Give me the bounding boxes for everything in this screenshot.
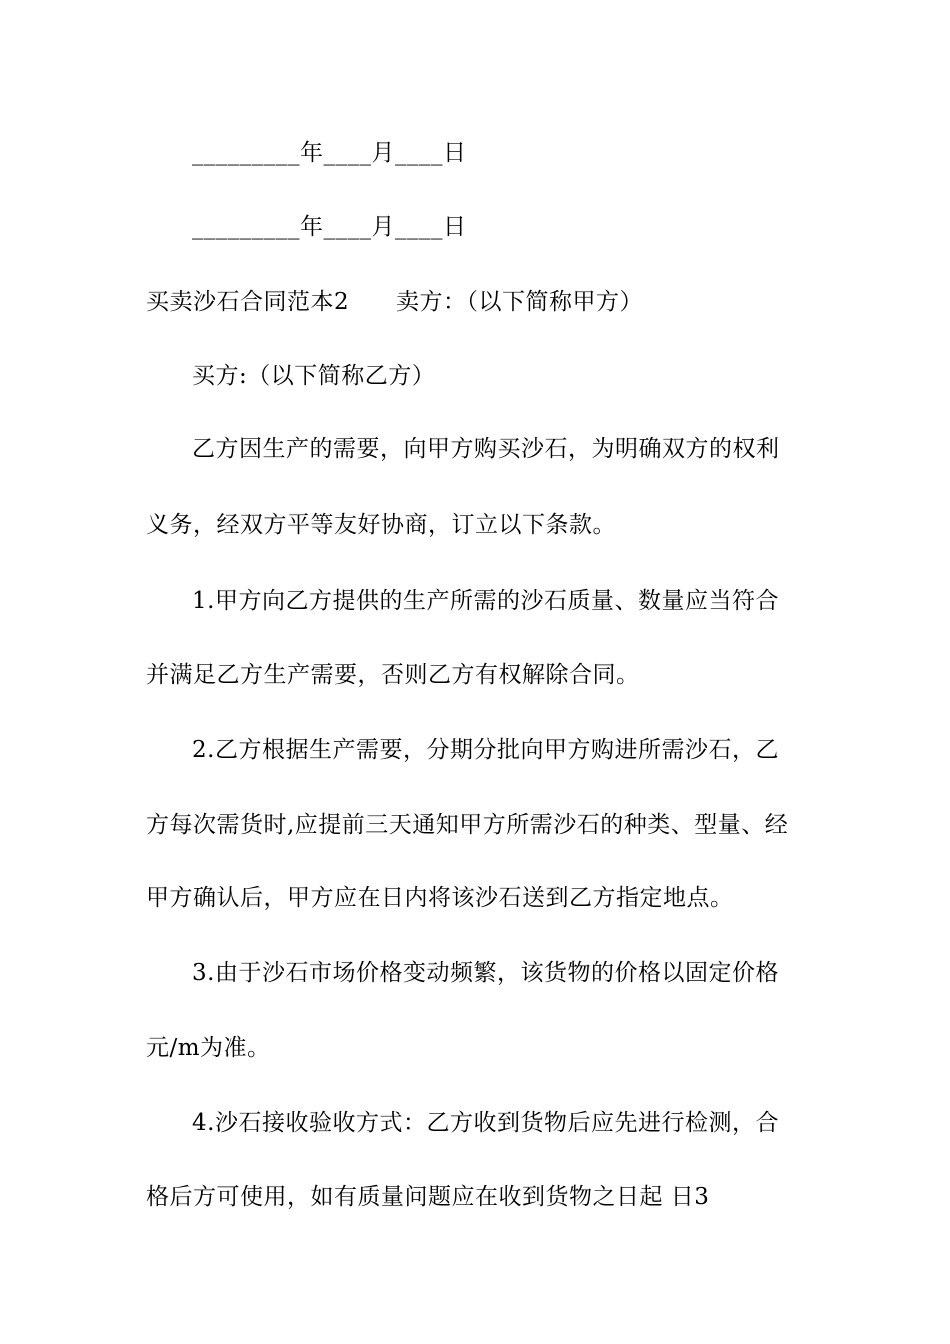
contract-title-seller-line: 买卖沙石合同范本2 卖方：（以下简称甲方） bbox=[146, 289, 643, 315]
buyer-line: 买方:（以下简称乙方） bbox=[192, 363, 436, 389]
clause-2-line-2: 方每次需货时,应提前三天通知甲方所需沙石的种类、型量、经 bbox=[146, 812, 789, 838]
clause-2-line-3: 甲方确认后，甲方应在日内将该沙石送到乙方指定地点。 bbox=[146, 885, 734, 911]
clause-4-line-2: 格后方可使用，如有质量问题应在收到货物之日起 日3 bbox=[146, 1184, 710, 1210]
date-line-1: _________年____月____日 bbox=[192, 140, 467, 166]
date-line-2: _________年____月____日 bbox=[192, 214, 467, 240]
intro-paragraph-line-1: 乙方因生产的需要，向甲方购买沙石，为明确双方的权利 bbox=[192, 436, 780, 462]
clause-2-line-1: 2.乙方根据生产需要，分期分批向甲方购进所需沙石，乙 bbox=[192, 737, 779, 763]
clause-3-line-2: 元/m为准。 bbox=[146, 1035, 271, 1061]
clause-1-line-2: 并满足乙方生产需要，否则乙方有权解除合同。 bbox=[146, 662, 640, 688]
clause-4-line-1: 4.沙石接收验收方式：乙方收到货物后应先进行检测，合 bbox=[192, 1110, 779, 1136]
intro-paragraph-line-2: 义务，经双方平等友好协商，订立以下条款。 bbox=[146, 512, 616, 538]
clause-1-line-1: 1.甲方向乙方提供的生产所需的沙石质量、数量应当符合 bbox=[192, 588, 779, 614]
clause-3-line-1: 3.由于沙石市场价格变动频繁，该货物的价格以固定价格 bbox=[192, 960, 779, 986]
